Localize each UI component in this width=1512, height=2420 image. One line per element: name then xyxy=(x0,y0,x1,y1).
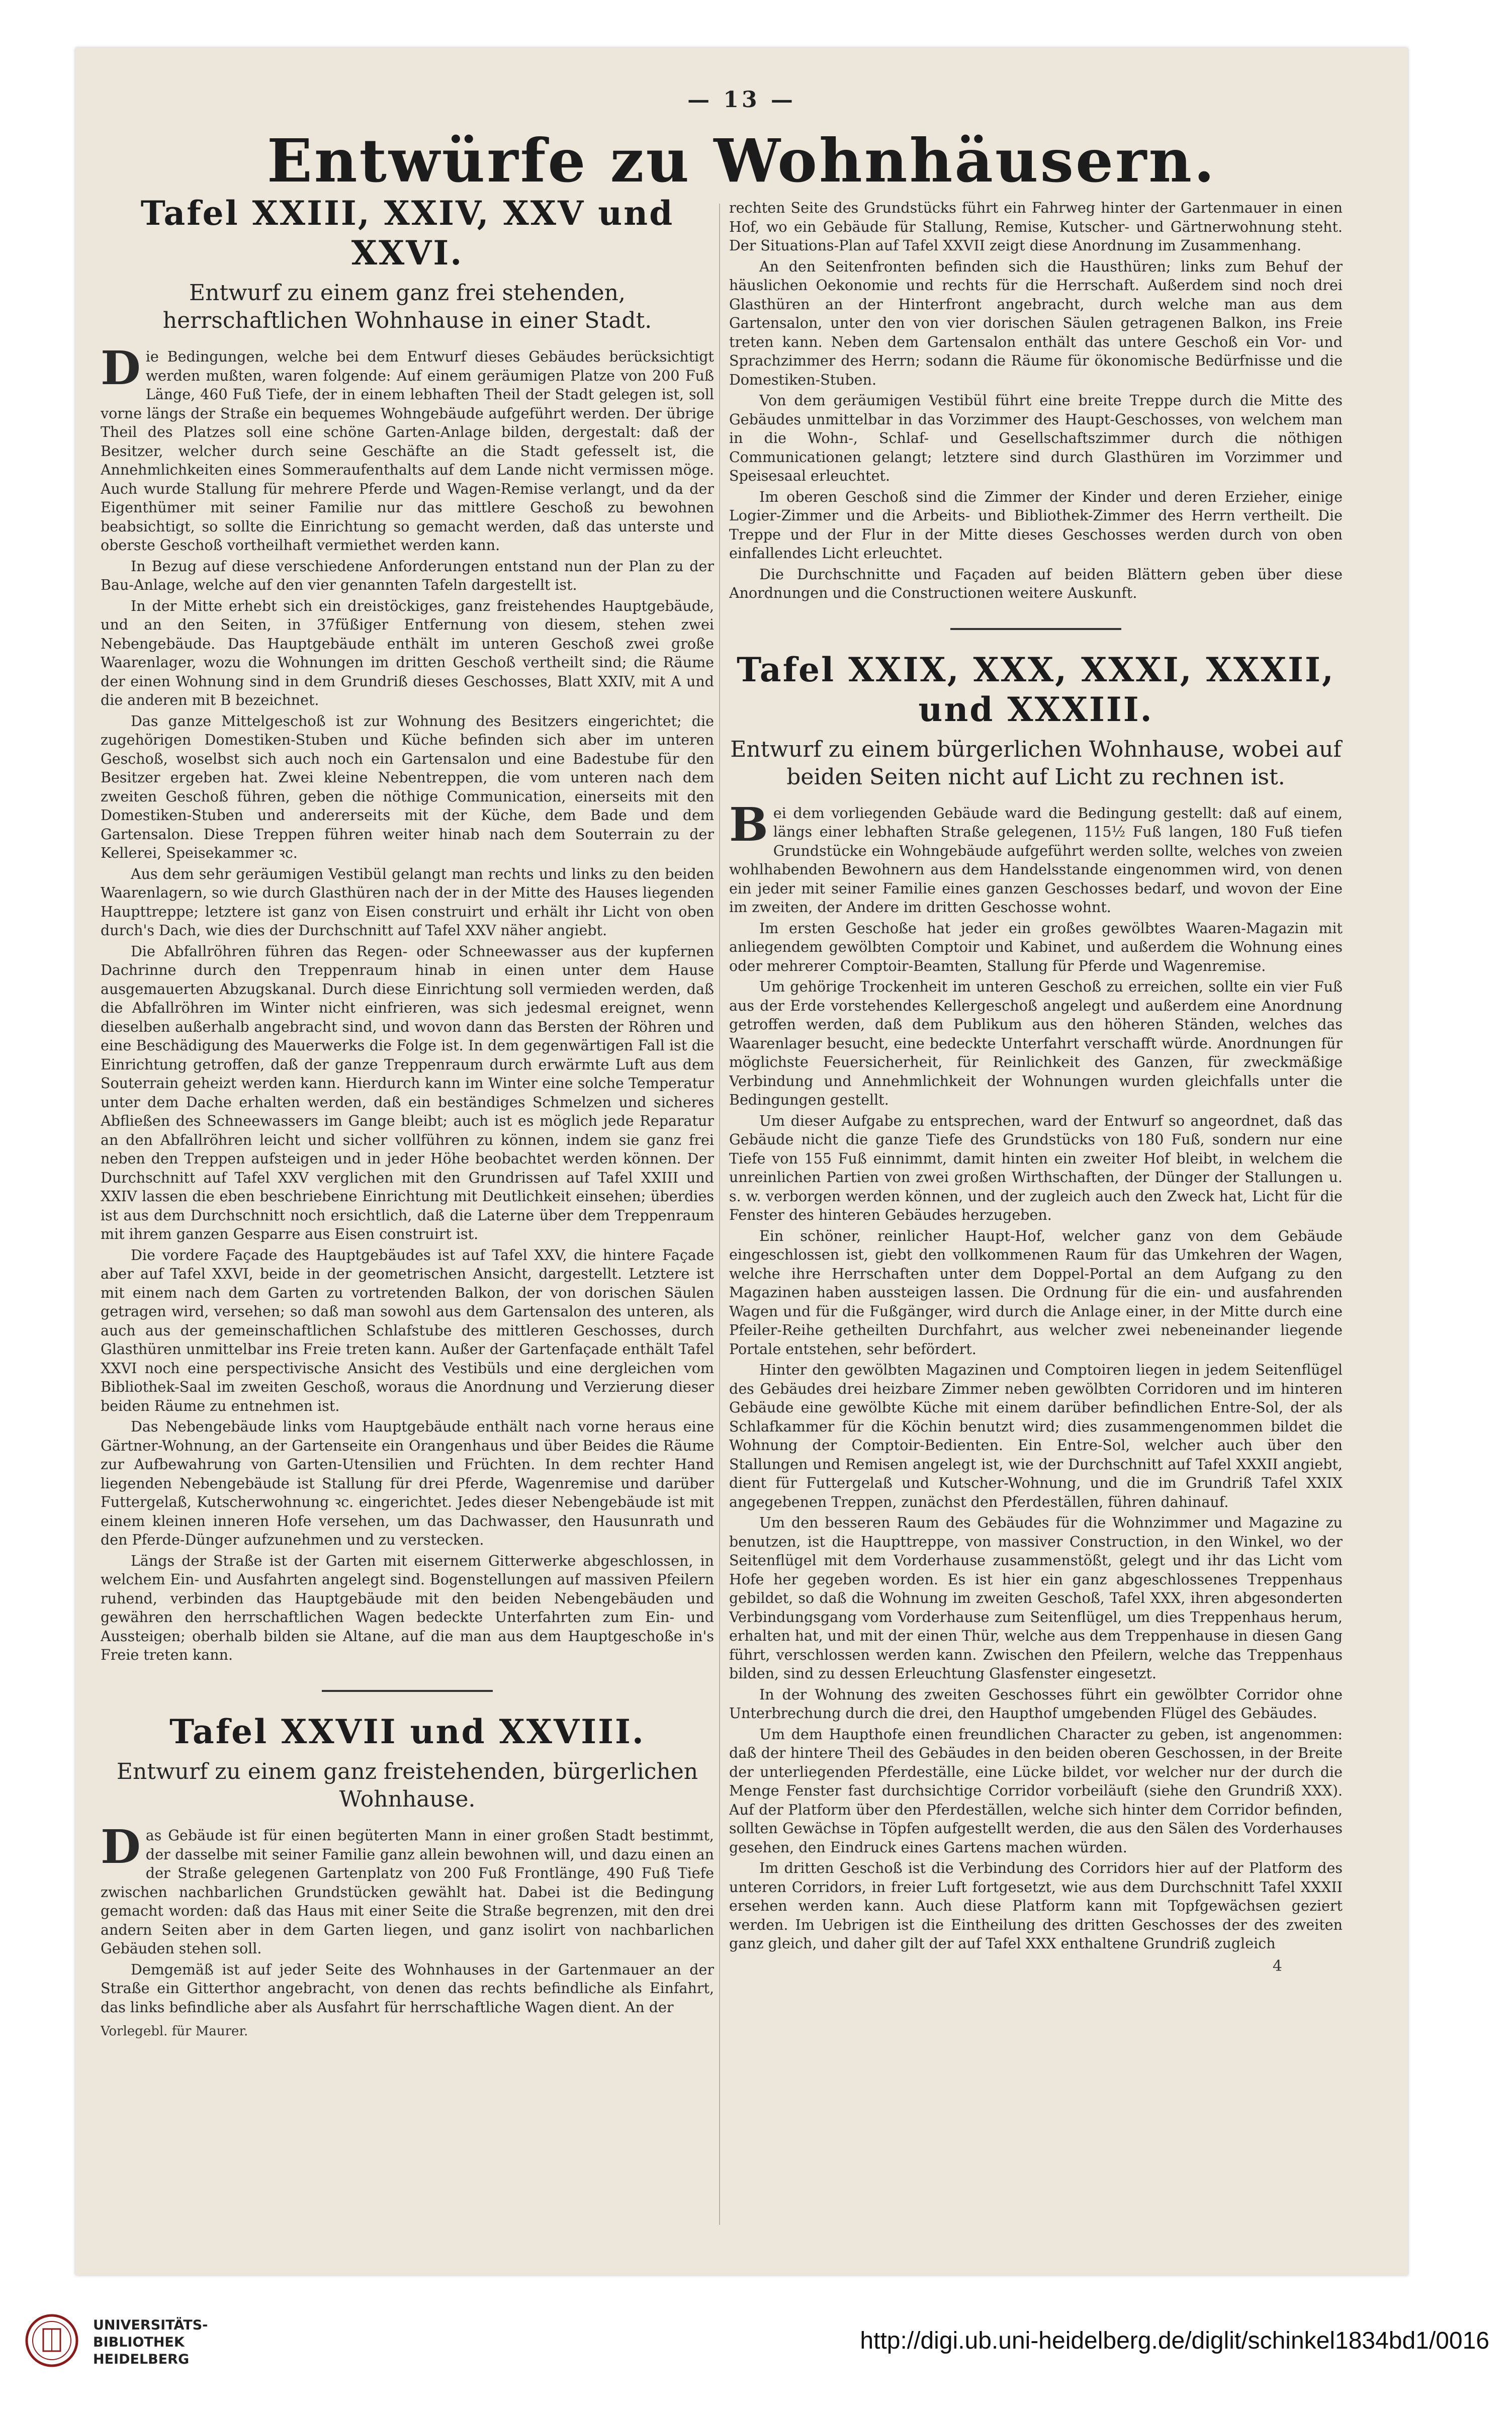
paragraph: Die vordere Façade des Hauptgebäudes ist auf Tafel XXV, die hintere Façade aber auf Tafel XXVI, beide in der geometrischen Ansicht, dargestellt. Letztere ist mit einem nach dem Garten zu vortretenden Balkon, der von dorischen Säulen getragen wird, versehen; so daß man sowohl aus dem Gartensalon des unteren, als auch aus der gemeinschaftlichen Schlafstube des mittleren Geschosses, durch Glasthüren unmittelbar ins Freie treten kann. Außer der Gartenfaçade enthält Tafel XXVI noch eine perspectivische Ansicht des Vestibüls und eine dergleichen vom Bibliothek-Saal im zweiten Geschoß, woraus die Anordnung und Verzierung dieser beiden Räume zu entnehmen ist. xyxy=(101,1246,714,1414)
paragraph xyxy=(101,341,714,555)
paragraph: Um gehörige Trockenheit im unteren Geschoß zu erreichen, sollte ein vier Fuß aus der Erde vorstehendes Kellergeschoß angelegt und außerdem eine Anordnung getroffen werden, daß dem Publikum aus den höheren Ständen, welches das Waarenlager besucht, eine bedeckte Unterfahrt verschafft würde. Anordnungen für möglichste Feuersicherheit, für Reinlichkeit des Ganzen, für zweckmäßige Verbindung und Annehmlichkeit der Wohnungen wurden gleichfalls unter die Bedingungen gestellt. xyxy=(729,978,1343,1109)
paragraph: Im oberen Geschoß sind die Zimmer der Kinder und deren Erzieher, einige Logier-Zimmer und die Arbeits- und Bibliothek-Zimmer des Herrn vertheilt. Die Treppe und der Flur in der Mitte dieses Geschosses werden durch von oben einfallendes Licht erleuchtet. xyxy=(729,488,1343,562)
drop-cap: D xyxy=(101,341,141,396)
paragraph: Um dieser Aufgabe zu entsprechen, ward der Entwurf so angeordnet, daß das Gebäude nicht die ganze Tiefe des Grundstücks von 180 Fuß, sondern nur eine Tiefe von 155 Fuß einnimmt, damit hinten ein zweiter Hof bleibt, in welchem die unreinlichen Partien von zwei großen Wirthschaften, der Dünger der Stallungen u. s. w. verborgen werden können, und der zugleich auch den Zweck hat, Licht für die Fenster des hinteren Gebäudes herzugeben. xyxy=(729,1112,1343,1224)
library-name-line: HEIDELBERG xyxy=(93,2352,190,2367)
library-name xyxy=(93,2317,274,2368)
paragraph: An den Seitenfronten befinden sich die Hausthüren; links zum Behuf der häuslichen Oekonomie und rechts für die Herrschaft. Außerdem sind noch drei Glasthüren an der Hinterfront angebracht, durch welche man aus dem Gartensalon, unter den von vier dorischen Säulen getragenen Balkon, ins Freie treten kann. Neben dem Gartensalon enthält das untere Geschoß ein Vor- und Sprachzimmer des Herrn; sodann die Räume für ökonomische Bedürfnisse und die Domestiken-Stuben. xyxy=(729,258,1343,388)
paragraph-text: ie Bedingungen, welche bei dem Entwurf dieses Gebäudes berücksichtigt werden mußten, waren folgende: Auf einem geräumigen Platze von 200 Fuß Länge, 460 Fuß Tiefe, der in einem lebhaften Theil der Stadt gelegen ist, soll vorne längs der Straße ein bequemes Wohngebäude aufgeführt werden. Der übrige Theil des Platzes soll eine schöne Garten-Anlage bilden, dergestalt: daß der Besitzer, welcher durch seine Geschäfte an die Stadt gefesselt ist, die Annehmlichkeiten eines Sommeraufenthalts auf dem Lande nicht vermissen möge. Auch wurde Stallung für mehrere Pferde und Wagen-Remise verlangt, und da der Eigenthümer mit seiner Familie nur das mittlere Geschoß zu bewohnen beabsichtigt, so sollte die Einrichtung so gemacht werden, daß das unterste und oberste Geschoß vortheilhaft vermiethet werden kann. xyxy=(101,348,714,554)
section-subtitle-tafel-27-28: Entwurf zu einem ganz freistehenden, bürgerlichen Wohnhause. xyxy=(116,1759,698,1813)
paragraph: Das Nebengebäude links vom Hauptgebäude enthält nach vorne heraus eine Gärtner-Wohnung, an der Gartenseite ein Orangenhaus und über Beides die Räume zur Aufbewahrung von Garten-Utensilien und Früchten. In dem rechter Hand liegenden Nebengebäude ist Stallung für drei Pferde, Wagenremise und darüber Futtergelaß, Kutscherwohnung ꝛc. eingerichtet. Jedes dieser Nebengebäude ist mit einem kleinen inneren Hofe versehen, um das Dachwasser, den Hausunrath und den Pferde-Dünger aufzunehmen und zu verstecken. xyxy=(101,1418,714,1549)
paragraph: In Bezug auf diese verschiedene Anforderungen entstand nun der Plan zu der Bau-Anlage, welche auf den vier genannten Tafeln dargestellt ist. xyxy=(101,558,714,594)
section-title-tafel-23-26: Tafel XXIII, XXIV, XXV und XXVI. xyxy=(140,194,674,273)
paragraph: Im dritten Geschoß ist die Verbindung des Corridors hier auf der Platform des unteren Corridors, in freier Luft fortgesetzt, wie aus dem Durchschnitt Tafel XXXII ersehen werden kann. Auch diese Platform kann mit Topfgewächsen geziert werden. Im Uebrigen ist die Eintheilung des dritten Geschosses der des zweiten ganz gleich, und daher gilt der auf Tafel XXX enthaltene Grundriß zugleich xyxy=(729,1860,1343,1952)
column-divider xyxy=(719,204,720,2225)
right-column xyxy=(729,199,1343,2270)
footnote: Vorlegebl. für Maurer. xyxy=(101,2024,248,2039)
drop-cap: B xyxy=(729,797,768,852)
signature-mark: 4 xyxy=(1272,1957,1282,1975)
scanned-page xyxy=(75,48,1408,2275)
paragraph: Längs der Straße ist der Garten mit eisernem Gitterwerke abgeschlossen, in welchem Ein- und Ausfahrten angelegt sind. Bogenstellungen auf massiven Pfeilern ruhend, verbinden das Hauptgebäude mit den beiden Nebengebäuden und gewähren den herrschaftlichen Wagen bedeckte Unterfahrten zum Ein- und Aussteigen; oberhalb bilden sie Altane, auf die man aus dem Hauptgeschoße in's Freie treten kann. xyxy=(101,1552,714,1664)
page-number: — 13 — xyxy=(687,87,796,113)
section-title-tafel-29-33: Tafel XXIX, XXX, XXXI, XXXII, und XXXIII. xyxy=(737,650,1335,729)
paragraph xyxy=(101,1820,714,1958)
paragraph: Das ganze Mittelgeschoß ist zur Wohnung des Besitzers eingerichtet; die zugehörigen Domestiken-Stuben und Küche befinden sich aber im unteren Geschoß, woselbst sich auch noch ein Gartensalon und eine Badestube für den Besitzer ergeben hat. Zwei kleine Nebentreppen, die vom unteren nach dem zweiten Geschoß führen, geben die nöthige Communication, einerseits mit den Domestiken-Stuben und andererseits mit der Küche, dem Bade und dem Gartensalon. Diese Treppen führen weiter hinab nach dem Souterrain zu der Kellerei, Speisekammer ꝛc. xyxy=(101,712,714,862)
section-rule xyxy=(322,1690,493,1692)
paragraph: Demgemäß ist auf jeder Seite des Wohnhauses in der Gartenmauer an der Straße ein Gitterthor angebracht, von denen das rechts befindliche als Einfahrt, das links befindliche aber als Ausfahrt für herrschaftliche Wagen dient. An der xyxy=(101,1961,714,2016)
paragraph-text: as Gebäude ist für einen begüterten Mann in einer großen Stadt bestimmt, der dasselbe mit seiner Familie ganz allein bewohnen will, und dazu einen an der Straße gelegenen Gartenplatz von 200 Fuß Frontlänge, 490 Fuß Tiefe zwischen nachbarlichen Grundstücken gewählt hat. Dabei ist die Bedingung gemacht worden: daß das Haus mit einer Seite die Straße begrenzen, mit den drei andern Seiten aber in dem Garten liegen, und ganz isolirt von nachbarlichen Gebäuden stehen soll. xyxy=(101,1827,714,1957)
paragraph: Die Durchschnitte und Façaden auf beiden Blättern geben über diese Anordnungen und die Constructionen weitere Auskunft. xyxy=(729,566,1343,601)
paragraph: Von dem geräumigen Vestibül führt eine breite Treppe durch die Mitte des Gebäudes unmittelbar in das Vorzimmer des Haupt-Geschosses, von welchem man in die Wohn-, Schlaf- und Gesellschaftszimmer durch die nöthigen Communicationen gelangt; letztere sind durch Glasthüren im Vorzimmer und Speisesaal erleuchtet. xyxy=(729,392,1343,484)
section-subtitle-tafel-29-33: Entwurf zu einem bürgerlichen Wohnhause, wobei auf beiden Seiten nicht auf Licht zu rechnen ist. xyxy=(730,736,1342,790)
left-column xyxy=(101,194,714,2265)
drop-cap: D xyxy=(101,1820,141,1874)
paragraph: Ein schöner, reinlicher Haupt-Hof, welcher ganz von dem Gebäude eingeschlossen ist, giebt den vollkommenen Raum für das Umkehren der Wagen, welche ihre Herrschaften unter dem Doppel-Portal an dem Aufgang zu den Magazinen haben aussteigen lassen. Die Ordnung für die ein- und ausfahrenden Wagen und für die Fußgänger, wird durch die Anlage einer, in der Mitte durch eine Pfeiler-Reihe getheilten Durchfahrt, aus welcher zwei nebeneinander liegende Portale entstehen, sehr befördert. xyxy=(729,1227,1343,1358)
paragraph: In der Wohnung des zweiten Geschosses führt ein gewölbter Corridor ohne Unterbrechung durch die drei, den Haupthof umgebenden Flügel des Gebäudes. xyxy=(729,1686,1343,1722)
paragraph: rechten Seite des Grundstücks führt ein Fahrweg hinter der Gartenmauer in einen Hof, wo ein Gebäude für Stallung, Remise, Kutscher- und Gärtnerwohnung steht. Der Situations-Plan auf Tafel XXVII zeigt diese Anordnung im Zusammenhang. xyxy=(729,200,1343,254)
paragraph: Im ersten Geschoße hat jeder ein großes gewölbtes Waaren-Magazin mit anliegendem gewölbten Comptoir und Kabinet, und außerdem die Wohnung eines oder mehrerer Comptoir-Beamten, Stallung für Pferde und Wagenremise. xyxy=(729,920,1343,974)
section-subtitle-tafel-23-26: Entwurf zu einem ganz frei stehenden, herrschaftlichen Wohnhause in einer Stadt. xyxy=(162,280,652,334)
paragraph: Aus dem sehr geräumigen Vestibül gelangt man rechts und links zu den beiden Waarenlagern, so wie durch Glasthüren nach der in der Mitte des Hauses liegenden Haupttreppe; letztere ist ganz von Eisen construirt und erhält ihr Licht von oben durch's Dach, wie dies der Durchschnitt auf Tafel XXV näher angiebt. xyxy=(101,865,714,939)
page-title: Entwürfe zu Wohnhäusern. xyxy=(266,126,1217,196)
paragraph: Um den besseren Raum des Gebäudes für die Wohnzimmer und Magazine zu benutzen, ist die Haupttreppe, von massiver Construction, in den Winkel, wo der Seitenflügel mit dem Vorderhause zusammenstößt, gelegt und ihr das Licht vom Hofe her gegeben worden. Es ist hier ein ganz abgeschlossenes Treppenhaus gebildet, so daß die Wohnung im zweiten Geschoß, Tafel XXX, ihren abgesonderten Verbindungsgang vom Vorderhause zum Seitenflügel, um dies Treppenhaus herum, erhalten hat, und mit der einen Thür, welche aus dem Treppenhause in diesen Gang führt, verschlossen werden kann. Zwischen den Pfeilern, welche das Treppenhaus bilden, sind zu dessen Erleuchtung Glasfenster eingesetzt. xyxy=(729,1514,1343,1682)
university-seal-icon xyxy=(24,2313,79,2368)
library-name-line: UNIVERSITÄTS- xyxy=(93,2317,208,2333)
paragraph xyxy=(729,797,1343,917)
paragraph: In der Mitte erhebt sich ein dreistöckiges, ganz freistehendes Hauptgebäude, und an den Seiten, in 37füßiger Entfernung von diesem, stehen zwei Nebengebäude. Das Hauptgebäude enthält im unteren Geschoß zwei große Waarenlager, wozu die Wohnungen im dritten Geschoß vertheilt sind; die Räume der einen Wohnung sind in dem Grundriß dieses Geschosses, Blatt XXIV, mit A und die anderen mit B bezeichnet. xyxy=(101,597,714,709)
library-name-line: BIBLIOTHEK xyxy=(93,2335,185,2350)
section-title-tafel-27-28: Tafel XXVII und XXVIII. xyxy=(169,1712,645,1751)
paragraph: Hinter den gewölbten Magazinen und Comptoiren liegen in jedem Seitenflügel des Gebäudes drei heizbare Zimmer neben gewölbten Corridoren und im hinteren Gebäude eine gewölbte Küche mit einem darüber befindlichen Entre-Sol, der als Schlafkammer für die Köchin benutzt wird; dies zusammengenommen bildet die Wohnung der Comptoir-Bedienten. Ein Entre-Sol, welcher auch über den Stallungen und Remisen angelegt ist, wie der Durchschnitt auf Tafel XXXII angiebt, dient für Futtergelaß und Kutscher-Wohnung, und die im Grundriß Tafel XXIX angegebenen Treppen, zunächst den Pferdeställen, führen dahinauf. xyxy=(729,1362,1343,1510)
paragraph-text: ei dem vorliegenden Gebäude ward die Bedingung gestellt: daß auf einem, längs einer lebhaften Straße gelegenen, 115½ Fuß langen, 180 Fuß tiefen Grundstücke ein Wohngebäude aufgeführt werden sollte, welches von zweien wohlhabenden Bewohnern aus dem Handelsstande eingenommen wird, von denen ein jeder mit seiner Familie eines ganzen Geschosses bedarf, und wovon der Eine im zweiten, der Andere im dritten Geschosse wohnt. xyxy=(729,804,1343,916)
paragraph: Die Abfallröhren führen das Regen- oder Schneewasser aus der kupfernen Dachrinne durch den Treppenraum hinab in einen unter dem Hause ausgemauerten Abzugskanal. Durch diese Einrichtung soll vermieden werden, daß die Abfallröhren im Winter nicht einfrieren, was sich jedesmal ereignet, wenn dieselben außerhalb angebracht sind, und wovon dann das Bersten der Röhren und eine Beschädigung des Mauerwerks die Folge ist. In dem gegenwärtigen Fall ist die Einrichtung getroffen, daß der ganze Treppenraum durch erwärmte Luft aus dem Souterrain geheizt werden kann. Hierdurch kann im Winter eine solche Temperatur unter dem Dache erhalten werden, daß ein beständiges Schmelzen und sicheres Abfließen des Schneewassers im Gange bleibt; auch ist es möglich jede Reparatur an den Abfallröhren leicht und sicher vollführen zu können, indem sie ganz frei neben den Treppen aufsteigen und in jeder Höhe beobachtet werden können. Der Durchschnitt auf Tafel XXV verglichen mit den Grundrissen auf Tafel XXIII und XXIV lassen die eben beschriebene Einrichtung mit Deutlichkeit einsehen; überdies ist aus dem Durchschnitt noch ersichtlich, daß die Laterne über dem Treppenraum mit ihrem ganzen Gesparre aus Eisen construirt ist. xyxy=(101,943,714,1243)
paragraph: Um dem Haupthofe einen freundlichen Character zu geben, ist angenommen: daß der hintere Theil des Gebäudes in den beiden oberen Geschossen, in der Breite der unterliegenden Pferdeställe, eine Lücke bildet, vor welcher nur der durch die Menge Fenster fast durchsichtige Corridor vorbeiläuft (siehe den Grundriß XXX). Auf der Platform über den Pferdeställen, welche sich hinter dem Corridor befinden, sollten Gewächse in Töpfen aufgestellt werden, die aus den Sälen des Vorderhauses gesehen, den Eindruck eines Gartens machen würden. xyxy=(729,1726,1343,1856)
section-rule xyxy=(950,628,1121,630)
source-url-link[interactable]: http://digi.ub.uni-heidelberg.de/diglit/schinkel1834bd1/0016 xyxy=(860,2327,1489,2354)
